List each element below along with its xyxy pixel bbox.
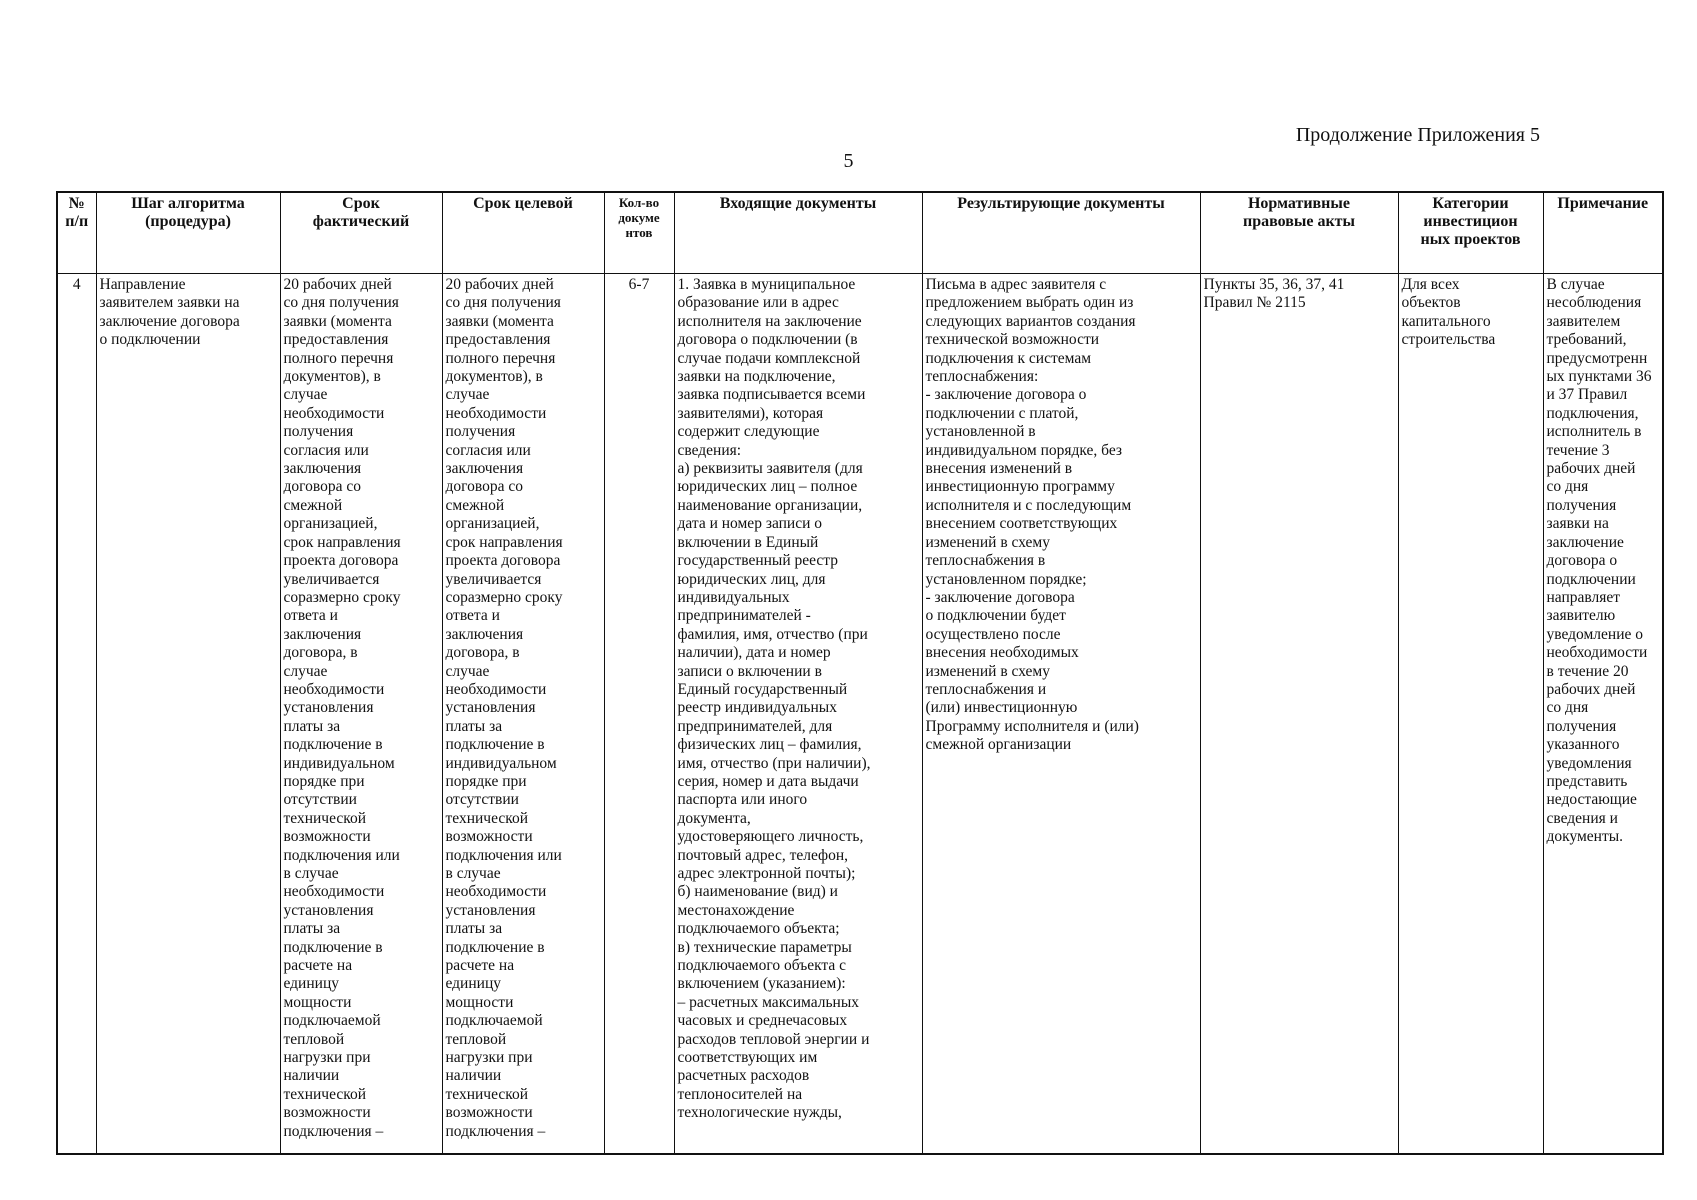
- column-header-term-actual: Срок фактический: [280, 192, 442, 274]
- column-header-step: Шаг алгоритма (процедура): [96, 192, 280, 274]
- column-header-categories: Категории инвестицион ных проектов: [1398, 192, 1543, 274]
- column-header-doc-count: Кол-во докуме нтов: [604, 192, 674, 274]
- doc-count-cell: 6-7: [604, 274, 674, 1155]
- column-header-number: № п/п: [57, 192, 96, 274]
- table-row: [57, 274, 1663, 1155]
- term-actual-cell: 20 рабочих дней со дня получения заявки (момента предоставления полного перечня документов), в случае необходимости получения согласия или заключения договора со смежной организацией, срок направления проекта договора увеличивается соразмерно сроку ответа и заключения договора, в случае необходимости установления платы за подключение в индивидуальном порядке при отсутствии технической возможности подключения или в случае необходимости установления платы за подключение в расчете на единицу мощности подключаемой тепловой нагрузки при наличии технической возможности подключения –: [280, 274, 442, 1155]
- column-header-legal-acts: Нормативные правовые акты: [1200, 192, 1398, 274]
- row-number: 4: [57, 274, 96, 1155]
- step-cell: Направление заявителем заявки на заключение договора о подключении: [96, 274, 280, 1155]
- incoming-docs-cell: 1. Заявка в муниципальное образование или в адрес исполнителя на заключение договора о подключении (в случае подачи комплексной заявки на подключение, заявка подписывается всеми заявителями), которая содержит следующие сведения: а) реквизиты заявителя (для юридических лиц – полное наименование организации, дата и номер записи о включении в Единый государственный реестр юридических лиц, для индивидуальных предпринимателей - фамилия, имя, отчество (при наличии), дата и номер записи о включении в Единый государственный реестр индивидуальных предпринимателей, для физических лиц – фамилия, имя, отчество (при наличии), серия, номер и дата выдачи паспорта или иного документа, удостоверяющего личность, почтовый адрес, телефон, адрес электронной почты); б) наименование (вид) и местонахождение подключаемого объекта; в) технические параметры подключаемого объекта с включением (указанием): – расчетных максимальных часовых и среднечасовых расходов тепловой энергии и соответствующих им расчетных расходов теплоносителей на технологические нужды,: [674, 274, 922, 1155]
- column-header-term-target: Срок целевой: [442, 192, 604, 274]
- note-cell: В случае несоблюдения заявителем требований, предусмотренн ых пунктами 36 и 37 Правил подключения, исполнитель в течение 3 рабочих дней со дня получения заявки на заключение договора о подключении направляет заявителю уведомление о необходимости в течение 20 рабочих дней со дня получения указанного уведомления представить недостающие сведения и документы.: [1543, 274, 1663, 1155]
- appendix-continuation-label: Продолжение Приложения 5: [1295, 124, 1540, 146]
- table-header-row: [57, 192, 1663, 274]
- page-number: 5: [843, 150, 854, 172]
- result-docs-cell: Письма в адрес заявителя с предложением выбрать один из следующих вариантов создания технической возможности подключения к системам теплоснабжения: - заключение договора о подключении с платой, установленной в индивидуальном порядке, без внесения изменений в инвестиционную программу исполнителя и с последующим внесением соответствующих изменений в схему теплоснабжения в установленном порядке; - заключение договора о подключении будет осуществлено после внесения необходимых изменений в схему теплоснабжения и (или) инвестиционную Программу исполнителя и (или) смежной организации: [922, 274, 1200, 1155]
- column-header-result-docs: Результирующие документы: [922, 192, 1200, 274]
- column-header-incoming-docs: Входящие документы: [674, 192, 922, 274]
- categories-cell: Для всех объектов капитального строительства: [1398, 274, 1543, 1155]
- legal-acts-cell: Пункты 35, 36, 37, 41 Правил № 2115: [1200, 274, 1398, 1155]
- column-header-note: Примечание: [1543, 192, 1663, 274]
- algorithm-table: [56, 191, 1664, 1155]
- term-target-cell: 20 рабочих дней со дня получения заявки (момента предоставления полного перечня документов), в случае необходимости получения согласия или заключения договора со смежной организацией, срок направления проекта договора увеличивается соразмерно сроку ответа и заключения договора, в случае необходимости установления платы за подключение в индивидуальном порядке при отсутствии технической возможности подключения или в случае необходимости установления платы за подключение в расчете на единицу мощности подключаемой тепловой нагрузки при наличии технической возможности подключения –: [442, 274, 604, 1155]
